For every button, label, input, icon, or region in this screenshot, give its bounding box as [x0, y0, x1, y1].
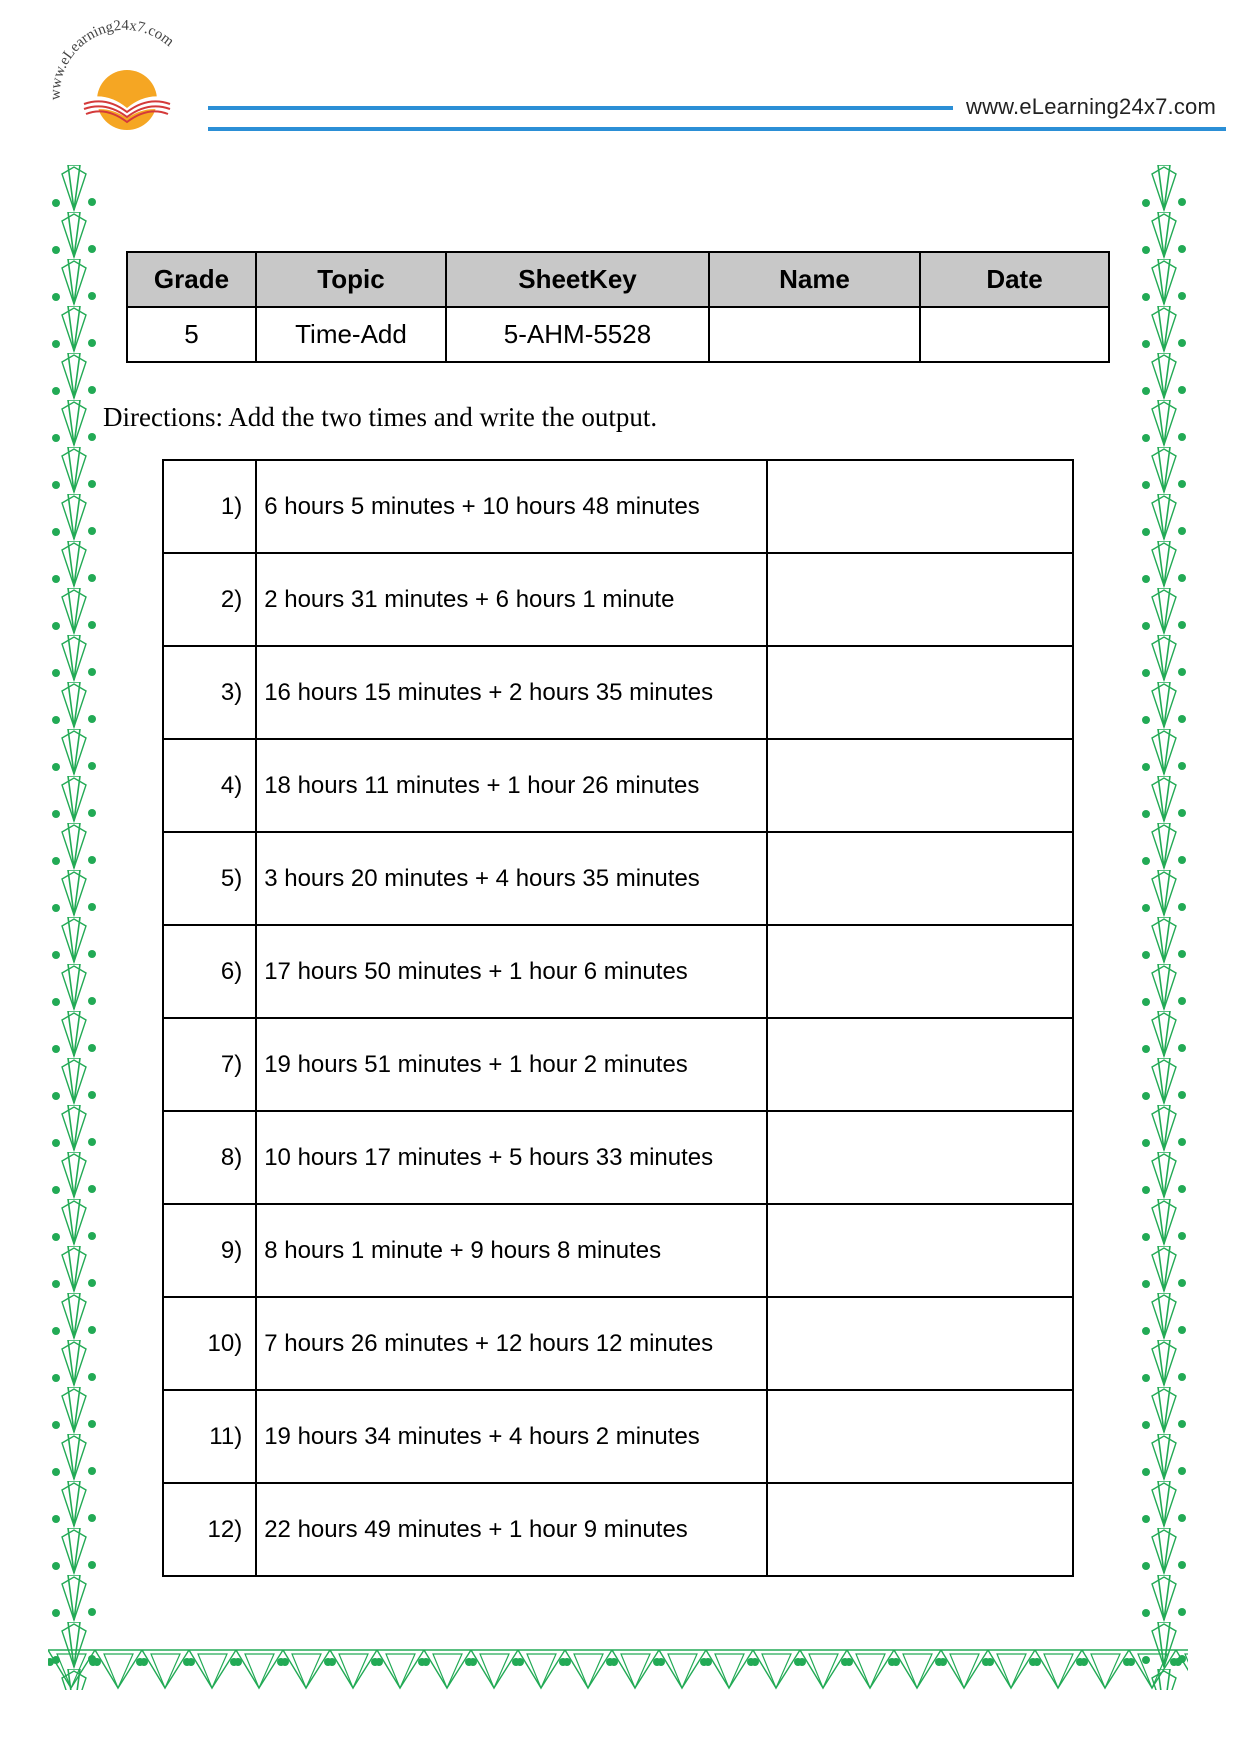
topic-value: Time-Add [256, 307, 446, 362]
problem-number: 4) [163, 739, 256, 832]
problem-question: 3 hours 20 minutes + 4 hours 35 minutes [256, 832, 766, 925]
info-header-row [127, 252, 1109, 307]
problem-number: 5) [163, 832, 256, 925]
header-topic: Topic [256, 252, 446, 307]
answer-box[interactable] [767, 1297, 1073, 1390]
answer-box[interactable] [767, 1018, 1073, 1111]
answer-box[interactable] [767, 739, 1073, 832]
problem-row [163, 739, 1073, 832]
problem-row [163, 553, 1073, 646]
problem-row [163, 1018, 1073, 1111]
answer-box[interactable] [767, 1111, 1073, 1204]
directions-text: Directions: Add the two times and write the output. [103, 402, 658, 432]
site-url[interactable]: www.eLearning24x7.com [966, 94, 1217, 119]
problem-question: 10 hours 17 minutes + 5 hours 33 minutes [256, 1111, 766, 1204]
name-field[interactable] [709, 307, 920, 362]
problem-number: 8) [163, 1111, 256, 1204]
decorative-border-right [1138, 165, 1188, 1690]
problem-question: 7 hours 26 minutes + 12 hours 12 minutes [256, 1297, 766, 1390]
answer-box[interactable] [767, 553, 1073, 646]
problem-number: 3) [163, 646, 256, 739]
logo-text: www.eLearning24x7.com [47, 20, 177, 101]
problem-number: 2) [163, 553, 256, 646]
grade-value: 5 [127, 307, 256, 362]
answer-box[interactable] [767, 832, 1073, 925]
problem-question: 16 hours 15 minutes + 2 hours 35 minutes [256, 646, 766, 739]
header-grade: Grade [127, 252, 256, 307]
problem-question: 6 hours 5 minutes + 10 hours 48 minutes [256, 460, 766, 553]
problem-number: 10) [163, 1297, 256, 1390]
problem-question: 17 hours 50 minutes + 1 hour 6 minutes [256, 925, 766, 1018]
answer-box[interactable] [767, 1390, 1073, 1483]
decorative-border-bottom [48, 1642, 1188, 1692]
problems-table [162, 459, 1074, 1577]
problem-number: 7) [163, 1018, 256, 1111]
problem-question: 2 hours 31 minutes + 6 hours 1 minute [256, 553, 766, 646]
answer-box[interactable] [767, 1204, 1073, 1297]
problem-question: 19 hours 34 minutes + 4 hours 2 minutes [256, 1390, 766, 1483]
header-line-top [208, 106, 953, 110]
answer-box[interactable] [767, 460, 1073, 553]
problem-number: 6) [163, 925, 256, 1018]
problem-question: 19 hours 51 minutes + 1 hour 2 minutes [256, 1018, 766, 1111]
problem-row [163, 1390, 1073, 1483]
answer-box[interactable] [767, 646, 1073, 739]
problem-row [163, 460, 1073, 553]
problem-number: 12) [163, 1483, 256, 1576]
problem-number: 1) [163, 460, 256, 553]
decorative-border-left [48, 165, 98, 1690]
header-date: Date [920, 252, 1109, 307]
problem-row [163, 1297, 1073, 1390]
problem-row [163, 1204, 1073, 1297]
problem-row [163, 925, 1073, 1018]
problem-question: 8 hours 1 minute + 9 hours 8 minutes [256, 1204, 766, 1297]
problem-row [163, 1111, 1073, 1204]
answer-box[interactable] [767, 925, 1073, 1018]
site-logo [40, 20, 215, 145]
header-line-bottom [208, 127, 1226, 131]
date-field[interactable] [920, 307, 1109, 362]
problem-number: 9) [163, 1204, 256, 1297]
problem-number: 11) [163, 1390, 256, 1483]
problem-row [163, 646, 1073, 739]
sheetkey-value: 5-AHM-5528 [446, 307, 709, 362]
info-value-row [127, 307, 1109, 362]
problem-question: 22 hours 49 minutes + 1 hour 9 minutes [256, 1483, 766, 1576]
answer-box[interactable] [767, 1483, 1073, 1576]
header-sheetkey: SheetKey [446, 252, 709, 307]
info-table [126, 251, 1110, 363]
problem-question: 18 hours 11 minutes + 1 hour 26 minutes [256, 739, 766, 832]
problem-row [163, 832, 1073, 925]
header-name: Name [709, 252, 920, 307]
problem-row [163, 1483, 1073, 1576]
